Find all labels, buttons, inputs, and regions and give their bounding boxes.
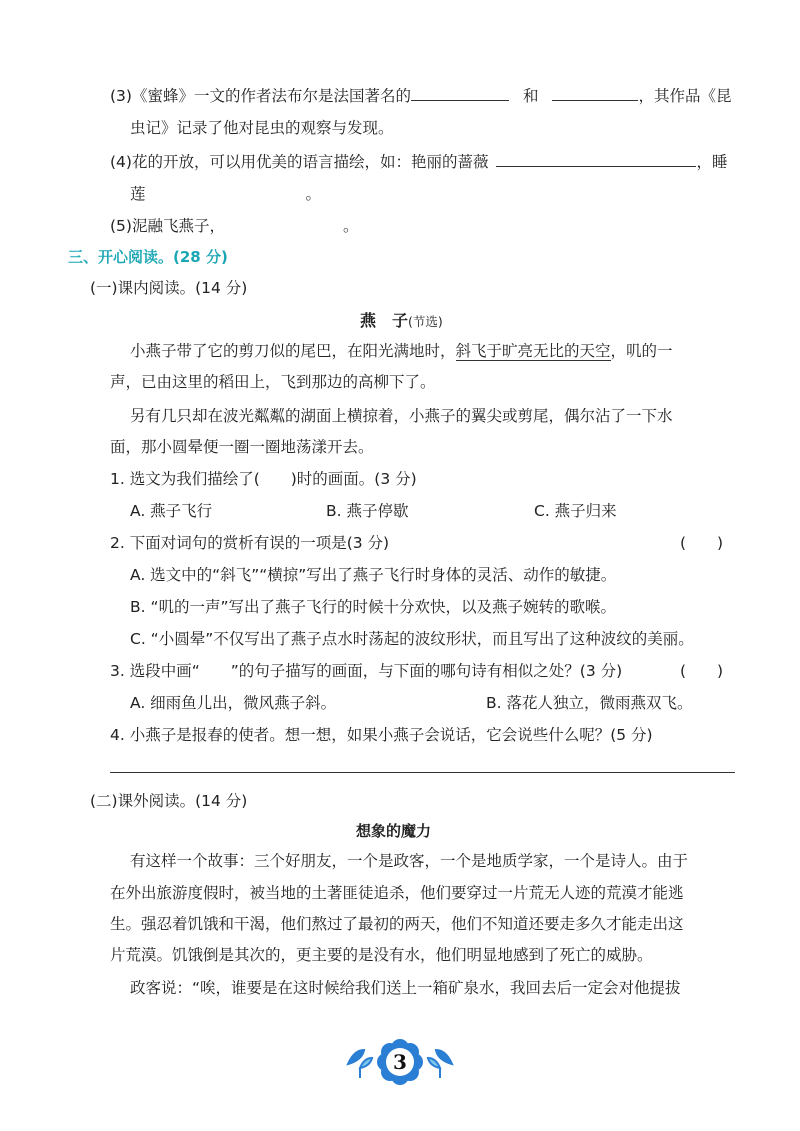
q2-option-a[interactable]: A. 选文中的“斜飞”“横掠”写出了燕子飞行时身体的灵活、动作的敏捷。 (130, 566, 617, 584)
fill-q5-text: (5)泥融飞燕子， (110, 217, 225, 235)
passage2-line5: 政客说：“唉，谁要是在这时候给我们送上一箱矿泉水，我回去后一定会对他提拔 (130, 979, 681, 997)
section-heading: 三、开心阅读。(28 分) (68, 248, 228, 266)
question-4: 4. 小燕子是报春的使者。想一想，如果小燕子会说话，它会说些什么呢？(5 分) (110, 726, 653, 744)
q1-option-b[interactable]: B. 燕子停歇 (326, 502, 409, 520)
q2-option-b[interactable]: B. “叽的一声”写出了燕子飞行的时候十分欢快，以及燕子婉转的歌喉。 (130, 598, 617, 616)
passage1-line1 (130, 340, 673, 362)
blank-field[interactable] (146, 183, 306, 199)
q3-answer-paren[interactable]: ( ) (680, 662, 724, 680)
fill-q4-text-end: ，睡 (696, 153, 728, 171)
passage-text: ，叽的一 (610, 342, 673, 360)
answer-line[interactable] (110, 772, 735, 773)
q3-option-a[interactable]: A. 细雨鱼儿出，微风燕子斜。 (130, 694, 337, 712)
page-number: 3 (393, 1050, 407, 1074)
sprout-icon (428, 1050, 452, 1078)
passage1-line4: 面，那小圆晕便一圈一圈地荡漾开去。 (110, 438, 374, 456)
fill-q3-text-end: ，其作品《昆 (638, 87, 732, 105)
fill-q5-line (110, 215, 358, 237)
passage-text: 小燕子带了它的剪刀似的尾巴，在阳光满地时， (130, 342, 456, 360)
fill-q3-and: 和 (522, 87, 539, 105)
underlined-sentence: 斜飞于旷亮无比的天空 (455, 342, 611, 360)
page-footer (0, 1034, 800, 1098)
blank-field[interactable] (552, 84, 638, 101)
blank-field[interactable] (496, 150, 696, 167)
q1-option-a[interactable]: A. 燕子飞行 (130, 502, 213, 520)
passage2-line4: 片荒漠。饥饿倒是其次的，更主要的是没有水，他们明显地感到了死亡的威胁。 (110, 946, 653, 964)
passage2-line2: 在外出旅游度假时，被当地的土著匪徒追杀，他们要穿过一片荒无人迹的荒漠才能逃 (110, 884, 684, 902)
q3-option-b[interactable]: B. 落花人独立，微雨燕双飞。 (486, 694, 693, 712)
fill-q4-line2 (130, 183, 321, 205)
fill-q4-line1 (110, 150, 727, 173)
question-3: 3. 选段中画“ ”的句子描写的画面，与下面的哪句诗有相似之处？(3 分) (110, 662, 623, 680)
question-1: 1. 选文为我们描绘了( )时的画面。(3 分) (110, 470, 417, 488)
fill-q3-line1 (110, 84, 732, 107)
fill-q4-lotus: 莲 (130, 185, 146, 203)
q2-answer-paren[interactable]: ( ) (680, 534, 724, 552)
part1-heading: (一)课内阅读。(14 分) (90, 279, 248, 297)
fill-q3-line2: 虫记》记录了他对昆虫的观察与发现。 (130, 119, 394, 137)
fill-q5-period: 。 (342, 217, 359, 235)
q2-option-c[interactable]: C. “小圆晕”不仅写出了燕子点水时荡起的波纹形状，而且写出了这种波纹的美丽。 (130, 630, 694, 648)
blank-field[interactable] (411, 84, 509, 101)
passage-title (360, 310, 443, 333)
passage1-line3: 另有几只却在波光粼粼的湖面上横掠着，小燕子的翼尖或剪尾，偶尔沾了一下水 (130, 407, 673, 425)
fill-q4-text: (4)花的开放，可以用优美的语言描绘，如：艳丽的蔷薇 (110, 153, 489, 171)
passage2-line3: 生。强忍着饥饿和干渴，他们熬过了最初的两天，他们不知道还要走多久才能走出这 (110, 915, 684, 933)
passage2-title: 想象的魔力 (356, 822, 432, 840)
q1-option-c[interactable]: C. 燕子归来 (534, 502, 617, 520)
fill-q4-period: 。 (305, 185, 322, 203)
passage1-line2: 声，已由这里的稻田上，飞到那边的高柳下了。 (110, 373, 436, 391)
fill-q3-text: (3)《蜜蜂》一文的作者法布尔是法国著名的 (110, 87, 411, 105)
passage-title-note: (节选) (408, 314, 443, 329)
passage-title-text: 燕 子 (360, 311, 409, 330)
sprout-icon (348, 1050, 372, 1078)
blank-field[interactable] (225, 215, 343, 231)
part2-heading: (二)课外阅读。(14 分) (90, 792, 248, 810)
question-2: 2. 下面对词句的赏析有误的一项是(3 分) (110, 534, 390, 552)
passage2-line1: 有这样一个故事：三个好朋友，一个是政客，一个是地质学家，一个是诗人。由于 (130, 852, 689, 870)
